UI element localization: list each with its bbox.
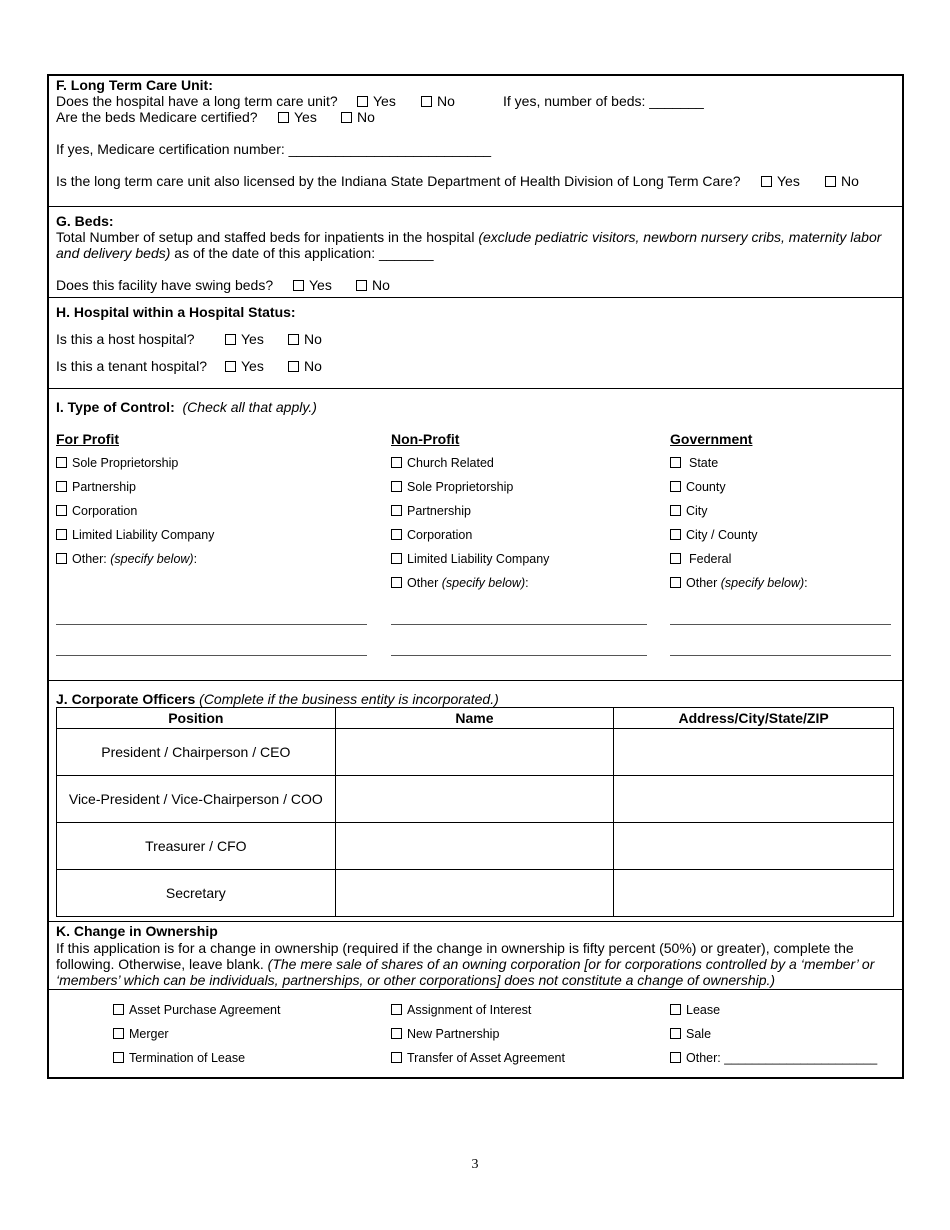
checkbox[interactable] [670, 553, 681, 564]
medicare-no[interactable]: No [341, 109, 375, 125]
for-profit-option[interactable]: Partnership [56, 480, 136, 494]
checkbox[interactable] [225, 334, 236, 345]
for-profit-specify-line[interactable] [56, 624, 367, 625]
non-profit-specify-line[interactable] [391, 655, 647, 656]
checkbox[interactable] [670, 1028, 681, 1039]
non-profit-specify-line[interactable] [391, 624, 647, 625]
checkbox[interactable] [670, 1004, 681, 1015]
checkbox[interactable] [225, 361, 236, 372]
ownership-option[interactable]: Sale [670, 1027, 711, 1041]
table-row [57, 729, 894, 776]
government-option[interactable]: County [670, 480, 726, 494]
checkbox[interactable] [391, 457, 402, 468]
checkbox[interactable] [288, 361, 299, 372]
checkbox[interactable] [293, 280, 304, 291]
ltc-unit-no[interactable]: No [421, 93, 455, 109]
section-divider [47, 921, 904, 922]
name-cell[interactable] [335, 776, 614, 823]
address-cell[interactable] [614, 823, 894, 870]
section-j-title: J. Corporate Officers (Complete if the business entity is incorporated.) [56, 691, 499, 707]
name-cell[interactable] [335, 729, 614, 776]
table-row [57, 823, 894, 870]
ownership-option[interactable]: Asset Purchase Agreement [113, 1003, 280, 1017]
section-g-title: G. Beds: [56, 213, 114, 229]
section-divider [47, 680, 904, 681]
checkbox[interactable] [341, 112, 352, 123]
column-header: Name [335, 708, 614, 729]
for-profit-option[interactable]: Sole Proprietorship [56, 456, 178, 470]
medicare-cert-field[interactable]: If yes, Medicare certification number: __________________________ [56, 141, 492, 157]
ownership-change-instructions: If this application is for a change in ownership (required if the change in ownership is fifty percent (50%) or greater), complete the following. Otherwise, leave blank. (The mere sale of shares of an owning corporation [or for corporations controlled by a ‘member’ or ‘members’ which can be individuals, partnerships, or other corporations] does not constitute a change of ownership.) [56, 940, 875, 988]
section-h-title: H. Hospital within a Hospital Status: [56, 304, 296, 320]
government-heading: Government [670, 431, 753, 447]
checkbox[interactable] [356, 280, 367, 291]
page-number: 3 [471, 1157, 479, 1172]
checkbox[interactable] [56, 481, 67, 492]
host-hospital-no[interactable]: No [288, 331, 322, 347]
tenant-hospital-yes[interactable]: Yes [225, 358, 264, 374]
government-other[interactable]: Other (specify below): [670, 576, 808, 590]
ltc-unit-yes[interactable]: Yes [357, 93, 396, 109]
swing-beds-question: Does this facility have swing beds? [56, 277, 274, 293]
beds-total-question[interactable]: Total Number of setup and staffed beds for inpatients in the hospital (exclude pediatric visitors, newborn nursery cribs, maternity labor and delivery beds) as of the date of this application: _______ [56, 229, 882, 261]
checkbox[interactable] [670, 505, 681, 516]
checkbox[interactable] [391, 553, 402, 564]
checkbox[interactable] [391, 1028, 402, 1039]
section-divider [47, 388, 904, 389]
swing-beds-no[interactable]: No [356, 277, 390, 293]
for-profit-other[interactable]: Other: (specify below): [56, 552, 197, 566]
table-header-row [57, 708, 894, 729]
tenant-hospital-no[interactable]: No [288, 358, 322, 374]
checkbox[interactable] [670, 529, 681, 540]
checkbox[interactable] [113, 1004, 124, 1015]
checkbox[interactable] [56, 505, 67, 516]
medicare-yes[interactable]: Yes [278, 109, 317, 125]
position-cell: Vice-President / Vice-Chairperson / COO [57, 776, 336, 823]
isdh-license-question: Is the long term care unit also licensed by the Indiana State Department of Health Division of Long Term Care? [56, 173, 741, 189]
checkbox[interactable] [391, 1052, 402, 1063]
position-cell: President / Chairperson / CEO [57, 729, 336, 776]
swing-beds-yes[interactable]: Yes [293, 277, 332, 293]
checkbox[interactable] [825, 176, 836, 187]
checkbox[interactable] [670, 577, 681, 588]
ownership-other-option[interactable]: Other: ______________________ [670, 1051, 877, 1065]
non-profit-other[interactable]: Other (specify below): [391, 576, 529, 590]
name-cell[interactable] [335, 870, 614, 917]
checkbox[interactable] [391, 577, 402, 588]
beds-count-field[interactable]: If yes, number of beds: _______ [503, 93, 704, 109]
section-f-title: F. Long Term Care Unit: [56, 77, 213, 93]
checkbox[interactable] [288, 334, 299, 345]
table-row [57, 870, 894, 917]
ownership-option[interactable]: Merger [113, 1027, 169, 1041]
isdh-license-yes[interactable]: Yes [761, 173, 800, 189]
section-divider [47, 206, 904, 207]
section-i-title: I. Type of Control: (Check all that apply.) [56, 399, 317, 415]
non-profit-option[interactable]: Church Related [391, 456, 494, 470]
position-cell: Secretary [57, 870, 336, 917]
non-profit-option[interactable]: Corporation [391, 528, 472, 542]
checkbox[interactable] [670, 1052, 681, 1063]
ownership-option[interactable]: Termination of Lease [113, 1051, 245, 1065]
section-k-title: K. Change in Ownership [56, 923, 218, 939]
host-hospital-question: Is this a host hospital? [56, 331, 195, 347]
checkbox[interactable] [56, 457, 67, 468]
checkbox[interactable] [421, 96, 432, 107]
government-option[interactable]: Federal [670, 552, 731, 566]
checkbox[interactable] [670, 457, 681, 468]
checkbox[interactable] [113, 1028, 124, 1039]
ownership-option[interactable]: Assignment of Interest [391, 1003, 531, 1017]
section-divider [47, 297, 904, 298]
ownership-option[interactable]: Transfer of Asset Agreement [391, 1051, 565, 1065]
non-profit-option[interactable]: Sole Proprietorship [391, 480, 513, 494]
for-profit-specify-line[interactable] [56, 655, 367, 656]
for-profit-option[interactable]: Limited Liability Company [56, 528, 214, 542]
government-specify-line[interactable] [670, 655, 891, 656]
non-profit-heading: Non-Profit [391, 431, 460, 447]
checkbox[interactable] [113, 1052, 124, 1063]
ownership-option[interactable]: Lease [670, 1003, 720, 1017]
corporate-officers-table [56, 707, 894, 917]
host-hospital-yes[interactable]: Yes [225, 331, 264, 347]
address-cell[interactable] [614, 776, 894, 823]
checkbox[interactable] [391, 529, 402, 540]
checkbox[interactable] [761, 176, 772, 187]
government-option[interactable]: City / County [670, 528, 758, 542]
ltc-unit-question: Does the hospital have a long term care unit? [56, 93, 338, 109]
for-profit-heading: For Profit [56, 431, 119, 447]
government-specify-line[interactable] [670, 624, 891, 625]
checkbox[interactable] [391, 481, 402, 492]
checkbox[interactable] [391, 1004, 402, 1015]
address-cell[interactable] [614, 729, 894, 776]
column-header: Position [57, 708, 336, 729]
government-option[interactable]: State [670, 456, 718, 470]
section-divider [47, 989, 904, 990]
checkbox[interactable] [357, 96, 368, 107]
tenant-hospital-question: Is this a tenant hospital? [56, 358, 207, 374]
table-row [57, 776, 894, 823]
checkbox[interactable] [391, 505, 402, 516]
column-header: Address/City/State/ZIP [614, 708, 894, 729]
checkbox[interactable] [56, 553, 67, 564]
name-cell[interactable] [335, 823, 614, 870]
isdh-license-no[interactable]: No [825, 173, 859, 189]
address-cell[interactable] [614, 870, 894, 917]
government-option[interactable]: City [670, 504, 708, 518]
non-profit-option[interactable]: Partnership [391, 504, 471, 518]
checkbox[interactable] [670, 481, 681, 492]
for-profit-option[interactable]: Corporation [56, 504, 137, 518]
checkbox[interactable] [56, 529, 67, 540]
non-profit-option[interactable]: Limited Liability Company [391, 552, 549, 566]
checkbox[interactable] [278, 112, 289, 123]
medicare-question: Are the beds Medicare certified? [56, 109, 258, 125]
position-cell: Treasurer / CFO [57, 823, 336, 870]
ownership-option[interactable]: New Partnership [391, 1027, 499, 1041]
